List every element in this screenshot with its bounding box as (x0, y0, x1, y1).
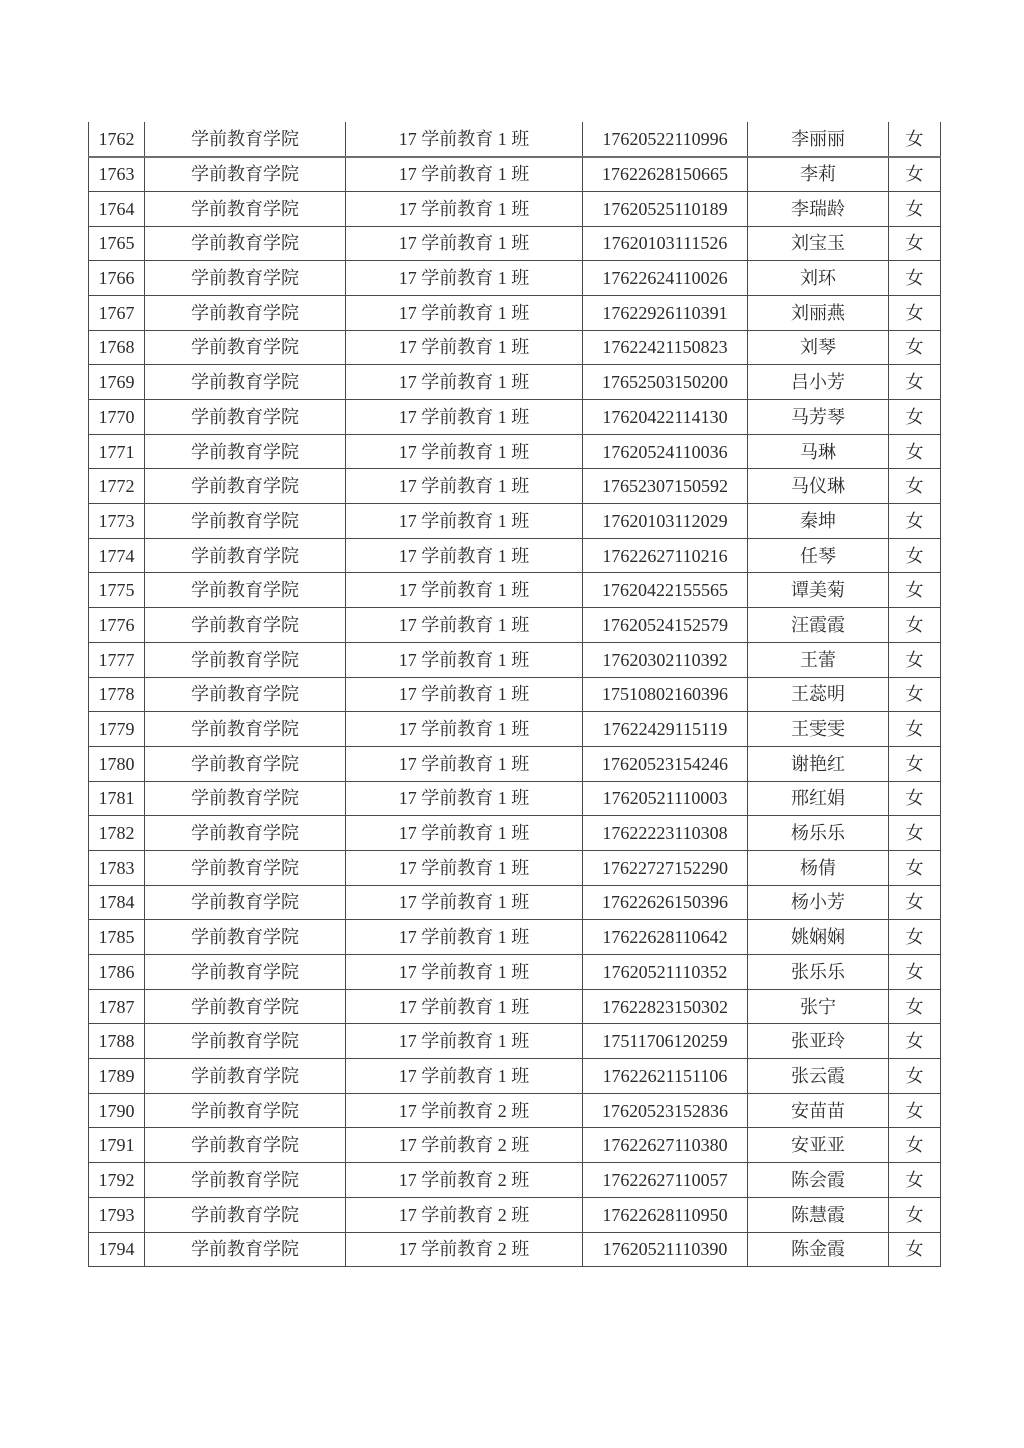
cell-student-id: 17620524110036 (583, 434, 748, 469)
cell-college: 学前教育学院 (145, 1128, 346, 1163)
cell-row-number: 1763 (89, 157, 145, 192)
cell-gender: 女 (889, 122, 941, 157)
cell-college: 学前教育学院 (145, 1059, 346, 1094)
cell-name: 马芳琴 (748, 400, 889, 435)
student-roster-table-wrap (88, 122, 941, 1267)
cell-class: 17 学前教育 1 班 (346, 538, 583, 573)
cell-name: 王雯雯 (748, 712, 889, 747)
cell-class: 17 学前教育 1 班 (346, 191, 583, 226)
cell-gender: 女 (889, 746, 941, 781)
cell-name: 张亚玲 (748, 1024, 889, 1059)
cell-student-id: 17622624110026 (583, 261, 748, 296)
table-row (89, 1128, 941, 1163)
table-row (89, 122, 941, 157)
cell-name: 邢红娟 (748, 781, 889, 816)
cell-name: 李丽丽 (748, 122, 889, 157)
cell-row-number: 1762 (89, 122, 145, 157)
cell-student-id: 17620302110392 (583, 642, 748, 677)
cell-gender: 女 (889, 781, 941, 816)
table-row (89, 157, 941, 192)
cell-gender: 女 (889, 1232, 941, 1267)
cell-college: 学前教育学院 (145, 816, 346, 851)
cell-gender: 女 (889, 816, 941, 851)
cell-college: 学前教育学院 (145, 504, 346, 539)
cell-name: 刘琴 (748, 330, 889, 365)
cell-name: 陈金霞 (748, 1232, 889, 1267)
cell-row-number: 1764 (89, 191, 145, 226)
cell-class: 17 学前教育 2 班 (346, 1232, 583, 1267)
cell-student-id: 17620521110390 (583, 1232, 748, 1267)
cell-gender: 女 (889, 1024, 941, 1059)
cell-class: 17 学前教育 1 班 (346, 955, 583, 990)
cell-row-number: 1777 (89, 642, 145, 677)
cell-class: 17 学前教育 1 班 (346, 642, 583, 677)
cell-class: 17 学前教育 1 班 (346, 1059, 583, 1094)
cell-class: 17 学前教育 1 班 (346, 989, 583, 1024)
table-row (89, 781, 941, 816)
cell-row-number: 1781 (89, 781, 145, 816)
cell-row-number: 1780 (89, 746, 145, 781)
cell-student-id: 17622626150396 (583, 885, 748, 920)
cell-class: 17 学前教育 2 班 (346, 1197, 583, 1232)
cell-class: 17 学前教育 1 班 (346, 261, 583, 296)
cell-name: 陈慧霞 (748, 1197, 889, 1232)
cell-college: 学前教育学院 (145, 538, 346, 573)
cell-row-number: 1768 (89, 330, 145, 365)
cell-college: 学前教育学院 (145, 365, 346, 400)
cell-student-id: 17620524152579 (583, 608, 748, 643)
cell-college: 学前教育学院 (145, 1093, 346, 1128)
cell-row-number: 1771 (89, 434, 145, 469)
cell-class: 17 学前教育 1 班 (346, 400, 583, 435)
cell-class: 17 学前教育 2 班 (346, 1128, 583, 1163)
cell-student-id: 17622926110391 (583, 295, 748, 330)
cell-gender: 女 (889, 469, 941, 504)
cell-row-number: 1769 (89, 365, 145, 400)
table-row (89, 330, 941, 365)
cell-gender: 女 (889, 538, 941, 573)
cell-class: 17 学前教育 1 班 (346, 504, 583, 539)
cell-name: 马仪琳 (748, 469, 889, 504)
cell-name: 任琴 (748, 538, 889, 573)
table-row (89, 712, 941, 747)
cell-gender: 女 (889, 261, 941, 296)
cell-gender: 女 (889, 226, 941, 261)
cell-gender: 女 (889, 1093, 941, 1128)
cell-class: 17 学前教育 1 班 (346, 746, 583, 781)
cell-student-id: 17620422155565 (583, 573, 748, 608)
table-row (89, 850, 941, 885)
cell-gender: 女 (889, 850, 941, 885)
cell-name: 刘宝玉 (748, 226, 889, 261)
cell-college: 学前教育学院 (145, 1024, 346, 1059)
cell-student-id: 17622223110308 (583, 816, 748, 851)
table-row (89, 1059, 941, 1094)
cell-name: 张宁 (748, 989, 889, 1024)
cell-student-id: 17620521110003 (583, 781, 748, 816)
cell-name: 吕小芳 (748, 365, 889, 400)
cell-class: 17 学前教育 1 班 (346, 330, 583, 365)
cell-student-id: 17652307150592 (583, 469, 748, 504)
cell-row-number: 1790 (89, 1093, 145, 1128)
table-row (89, 989, 941, 1024)
cell-student-id: 17620525110189 (583, 191, 748, 226)
cell-gender: 女 (889, 330, 941, 365)
cell-student-id: 17620521110352 (583, 955, 748, 990)
cell-college: 学前教育学院 (145, 1197, 346, 1232)
cell-gender: 女 (889, 400, 941, 435)
cell-gender: 女 (889, 1128, 941, 1163)
cell-row-number: 1775 (89, 573, 145, 608)
cell-row-number: 1793 (89, 1197, 145, 1232)
table-row (89, 504, 941, 539)
cell-student-id: 17622823150302 (583, 989, 748, 1024)
cell-student-id: 17622627110216 (583, 538, 748, 573)
cell-college: 学前教育学院 (145, 712, 346, 747)
cell-college: 学前教育学院 (145, 330, 346, 365)
table-row (89, 191, 941, 226)
table-row (89, 261, 941, 296)
cell-name: 秦坤 (748, 504, 889, 539)
cell-student-id: 17620522110996 (583, 122, 748, 157)
cell-college: 学前教育学院 (145, 157, 346, 192)
cell-college: 学前教育学院 (145, 1163, 346, 1198)
cell-name: 杨乐乐 (748, 816, 889, 851)
cell-gender: 女 (889, 1197, 941, 1232)
cell-gender: 女 (889, 1163, 941, 1198)
cell-gender: 女 (889, 1059, 941, 1094)
table-row (89, 1232, 941, 1267)
cell-row-number: 1792 (89, 1163, 145, 1198)
cell-college: 学前教育学院 (145, 434, 346, 469)
table-row (89, 1197, 941, 1232)
cell-name: 杨倩 (748, 850, 889, 885)
cell-name: 陈会霞 (748, 1163, 889, 1198)
cell-name: 谢艳红 (748, 746, 889, 781)
cell-class: 17 学前教育 1 班 (346, 226, 583, 261)
cell-row-number: 1765 (89, 226, 145, 261)
cell-college: 学前教育学院 (145, 608, 346, 643)
cell-name: 刘丽燕 (748, 295, 889, 330)
cell-college: 学前教育学院 (145, 122, 346, 157)
table-row (89, 400, 941, 435)
cell-college: 学前教育学院 (145, 677, 346, 712)
cell-class: 17 学前教育 2 班 (346, 1163, 583, 1198)
table-row (89, 573, 941, 608)
cell-name: 王蕾 (748, 642, 889, 677)
cell-row-number: 1794 (89, 1232, 145, 1267)
cell-gender: 女 (889, 677, 941, 712)
cell-class: 17 学前教育 1 班 (346, 885, 583, 920)
cell-student-id: 17652503150200 (583, 365, 748, 400)
cell-gender: 女 (889, 434, 941, 469)
cell-college: 学前教育学院 (145, 469, 346, 504)
table-row (89, 642, 941, 677)
table-row (89, 746, 941, 781)
cell-row-number: 1778 (89, 677, 145, 712)
cell-class: 17 学前教育 1 班 (346, 1024, 583, 1059)
cell-student-id: 17622621151106 (583, 1059, 748, 1094)
cell-row-number: 1784 (89, 885, 145, 920)
cell-college: 学前教育学院 (145, 642, 346, 677)
cell-class: 17 学前教育 1 班 (346, 122, 583, 157)
cell-college: 学前教育学院 (145, 885, 346, 920)
cell-row-number: 1786 (89, 955, 145, 990)
cell-class: 17 学前教育 1 班 (346, 573, 583, 608)
cell-college: 学前教育学院 (145, 850, 346, 885)
cell-college: 学前教育学院 (145, 226, 346, 261)
cell-name: 安苗苗 (748, 1093, 889, 1128)
table-row (89, 885, 941, 920)
cell-college: 学前教育学院 (145, 746, 346, 781)
cell-name: 张乐乐 (748, 955, 889, 990)
table-row (89, 538, 941, 573)
cell-row-number: 1776 (89, 608, 145, 643)
cell-row-number: 1783 (89, 850, 145, 885)
table-row (89, 1093, 941, 1128)
cell-student-id: 17620103112029 (583, 504, 748, 539)
cell-name: 李瑞龄 (748, 191, 889, 226)
cell-row-number: 1785 (89, 920, 145, 955)
cell-gender: 女 (889, 573, 941, 608)
cell-name: 杨小芳 (748, 885, 889, 920)
table-row (89, 1024, 941, 1059)
cell-name: 谭美菊 (748, 573, 889, 608)
cell-student-id: 17622429115119 (583, 712, 748, 747)
cell-gender: 女 (889, 191, 941, 226)
cell-class: 17 学前教育 1 班 (346, 434, 583, 469)
cell-student-id: 17622628110950 (583, 1197, 748, 1232)
cell-class: 17 学前教育 1 班 (346, 295, 583, 330)
cell-gender: 女 (889, 504, 941, 539)
cell-class: 17 学前教育 1 班 (346, 816, 583, 851)
student-roster-table (88, 122, 941, 1267)
cell-college: 学前教育学院 (145, 191, 346, 226)
table-row (89, 816, 941, 851)
cell-college: 学前教育学院 (145, 1232, 346, 1267)
cell-college: 学前教育学院 (145, 955, 346, 990)
cell-row-number: 1787 (89, 989, 145, 1024)
cell-class: 17 学前教育 1 班 (346, 781, 583, 816)
cell-class: 17 学前教育 1 班 (346, 157, 583, 192)
cell-class: 17 学前教育 1 班 (346, 365, 583, 400)
cell-student-id: 17511706120259 (583, 1024, 748, 1059)
cell-class: 17 学前教育 1 班 (346, 608, 583, 643)
cell-row-number: 1766 (89, 261, 145, 296)
cell-row-number: 1782 (89, 816, 145, 851)
cell-row-number: 1788 (89, 1024, 145, 1059)
cell-name: 李莉 (748, 157, 889, 192)
cell-row-number: 1770 (89, 400, 145, 435)
cell-college: 学前教育学院 (145, 295, 346, 330)
cell-student-id: 17620523152836 (583, 1093, 748, 1128)
cell-name: 汪霞霞 (748, 608, 889, 643)
cell-college: 学前教育学院 (145, 989, 346, 1024)
cell-gender: 女 (889, 642, 941, 677)
cell-gender: 女 (889, 920, 941, 955)
table-row (89, 469, 941, 504)
cell-college: 学前教育学院 (145, 781, 346, 816)
cell-row-number: 1772 (89, 469, 145, 504)
cell-gender: 女 (889, 885, 941, 920)
cell-class: 17 学前教育 1 班 (346, 712, 583, 747)
cell-class: 17 学前教育 1 班 (346, 469, 583, 504)
cell-gender: 女 (889, 712, 941, 747)
table-row (89, 434, 941, 469)
cell-row-number: 1779 (89, 712, 145, 747)
cell-name: 安亚亚 (748, 1128, 889, 1163)
cell-student-id: 17620103111526 (583, 226, 748, 261)
table-row (89, 920, 941, 955)
cell-row-number: 1767 (89, 295, 145, 330)
cell-student-id: 17622628150665 (583, 157, 748, 192)
table-row (89, 608, 941, 643)
cell-class: 17 学前教育 1 班 (346, 850, 583, 885)
cell-class: 17 学前教育 2 班 (346, 1093, 583, 1128)
cell-name: 王蕊明 (748, 677, 889, 712)
cell-student-id: 17622627110380 (583, 1128, 748, 1163)
cell-gender: 女 (889, 955, 941, 990)
table-row (89, 1163, 941, 1198)
table-row (89, 677, 941, 712)
cell-gender: 女 (889, 608, 941, 643)
table-row (89, 955, 941, 990)
student-table-body (89, 122, 941, 1267)
cell-student-id: 17510802160396 (583, 677, 748, 712)
cell-gender: 女 (889, 157, 941, 192)
cell-college: 学前教育学院 (145, 573, 346, 608)
table-row (89, 295, 941, 330)
cell-student-id: 17622627110057 (583, 1163, 748, 1198)
cell-class: 17 学前教育 1 班 (346, 677, 583, 712)
cell-student-id: 17620422114130 (583, 400, 748, 435)
cell-name: 张云霞 (748, 1059, 889, 1094)
cell-row-number: 1773 (89, 504, 145, 539)
cell-student-id: 17620523154246 (583, 746, 748, 781)
cell-gender: 女 (889, 989, 941, 1024)
cell-student-id: 17622421150823 (583, 330, 748, 365)
cell-name: 马琳 (748, 434, 889, 469)
cell-class: 17 学前教育 1 班 (346, 920, 583, 955)
cell-gender: 女 (889, 365, 941, 400)
table-row (89, 365, 941, 400)
cell-student-id: 17622727152290 (583, 850, 748, 885)
cell-gender: 女 (889, 295, 941, 330)
cell-row-number: 1789 (89, 1059, 145, 1094)
cell-college: 学前教育学院 (145, 400, 346, 435)
table-row (89, 226, 941, 261)
cell-name: 姚娴娴 (748, 920, 889, 955)
cell-row-number: 1791 (89, 1128, 145, 1163)
cell-student-id: 17622628110642 (583, 920, 748, 955)
cell-college: 学前教育学院 (145, 261, 346, 296)
cell-name: 刘环 (748, 261, 889, 296)
cell-college: 学前教育学院 (145, 920, 346, 955)
cell-row-number: 1774 (89, 538, 145, 573)
